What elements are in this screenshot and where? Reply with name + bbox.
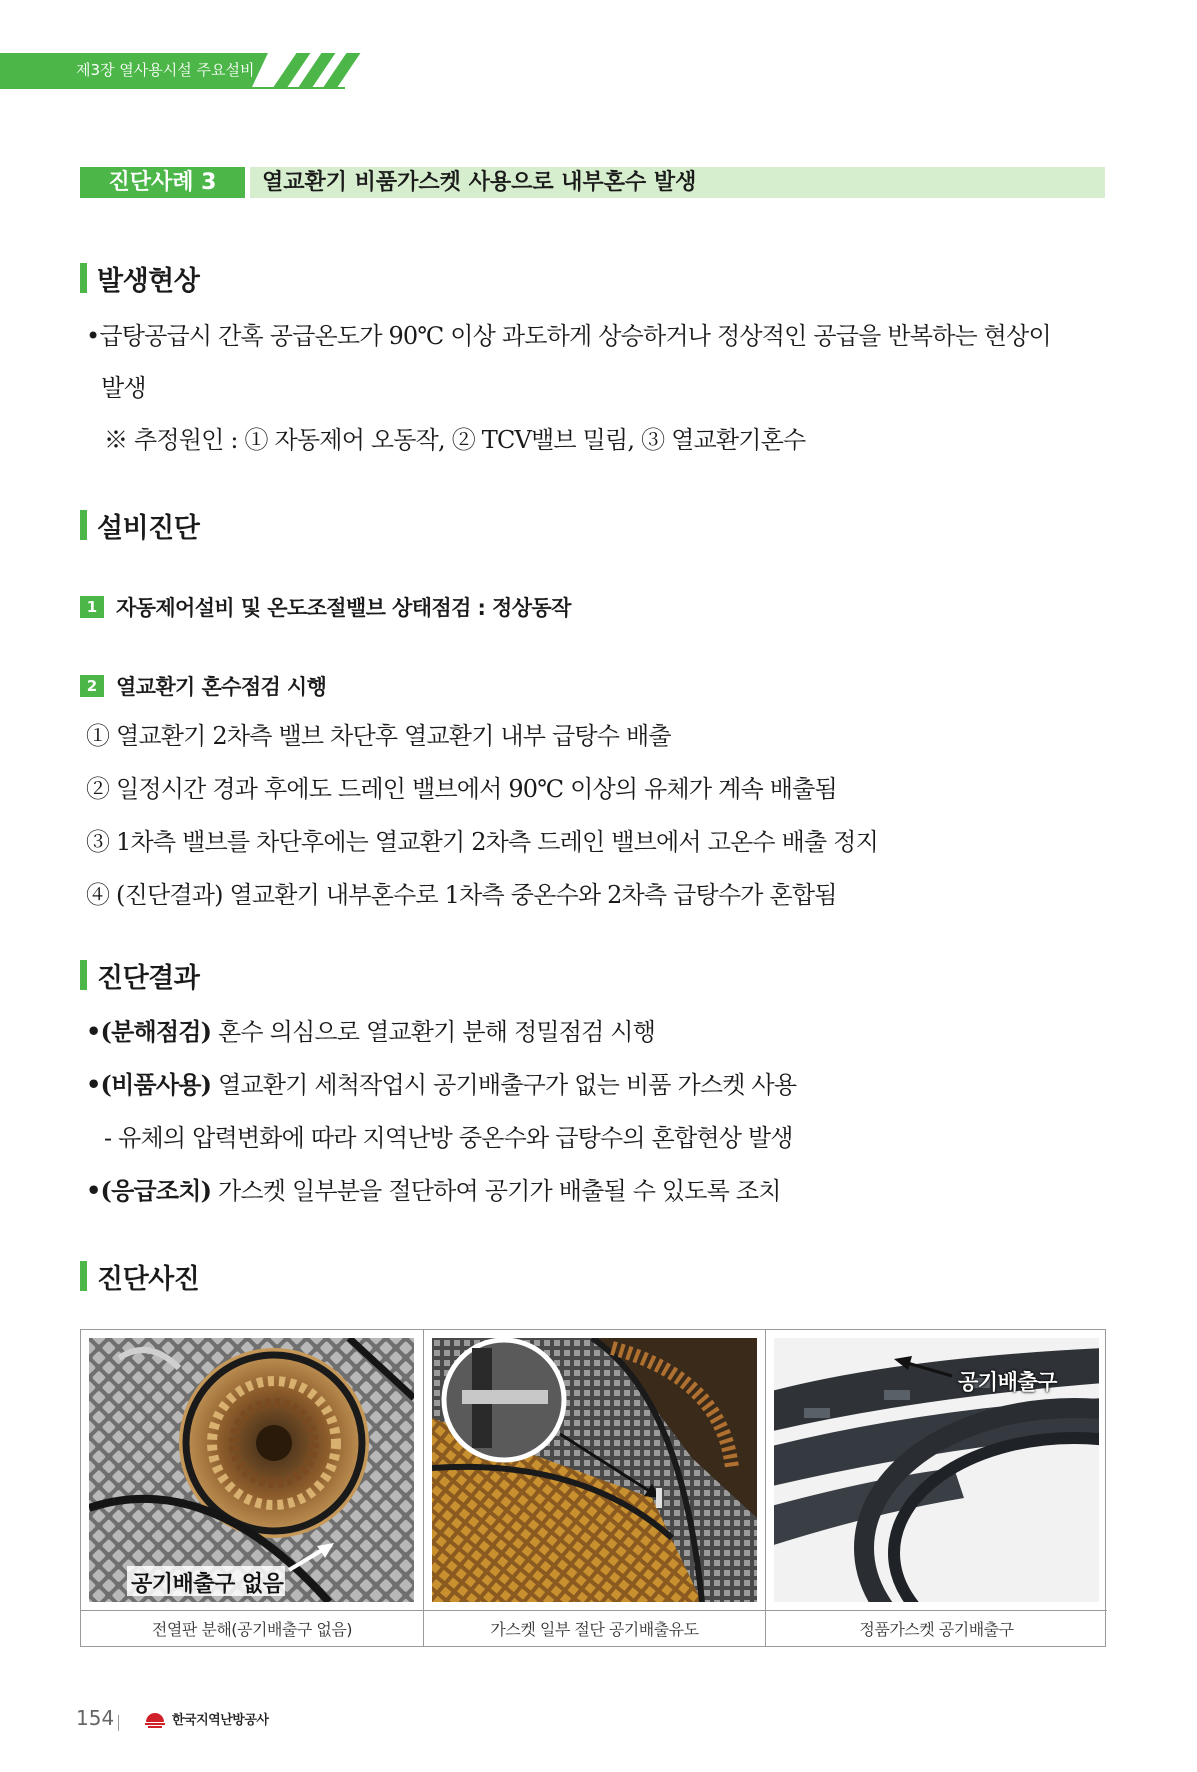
result-item-text: 가스켓 일부분을 절단하여 공기가 배출될 수 있도록 조치 — [211, 1177, 781, 1205]
photo-gasket-cut — [432, 1338, 757, 1602]
diagnosis-sub-2 — [80, 672, 326, 700]
case-banner — [80, 167, 1105, 198]
result-item-text: - 유체의 압력변화에 따라 지역난방 중온수와 급탕수의 혼합현상 발생 — [104, 1124, 793, 1152]
photo-overlay-label: 공기배출구 — [958, 1370, 1057, 1394]
result-item-tag: •(비품사용) — [86, 1070, 212, 1099]
caption-row — [424, 1610, 765, 1648]
org-logo — [144, 1708, 268, 1728]
occurrence-bullet: •급탕공급시 간혹 공급온도가 90℃ 이상 과도하게 상승하거나 정상적인 공급을 반복하는 현상이 — [86, 322, 1051, 350]
photo-caption: 가스켓 일부 절단 공기배출유도 — [490, 1620, 699, 1639]
photo-caption: 전열판 분해(공기배출구 없음) — [151, 1620, 353, 1639]
result-item-text: 열교환기 세척작업시 공기배출구가 없는 비품 가스켓 사용 — [211, 1071, 797, 1099]
result-item-tag: •(분해점검) — [86, 1017, 212, 1046]
section-title: 발생현상 — [97, 265, 200, 297]
section-marker — [80, 510, 87, 540]
caption-row — [766, 1610, 1107, 1648]
photo-table — [80, 1329, 1106, 1647]
diagnosis-step: ④ (진단결과) 열교환기 내부혼수로 1차측 중온수와 2차측 급탕수가 혼합됨 — [86, 881, 837, 909]
section-marker — [80, 960, 87, 990]
case-title: 열교환기 비품가스켓 사용으로 내부혼수 발생 — [250, 167, 1105, 198]
section-title: 진단결과 — [97, 962, 200, 994]
result-item — [86, 1069, 796, 1101]
photo-cell — [423, 1330, 765, 1646]
sun-logo-icon — [144, 1708, 166, 1728]
section-occurrence-heading — [80, 262, 200, 297]
diagnosis-step: ② 일정시간 경과 후에도 드레인 밸브에서 90℃ 이상의 유체가 계속 배출됨 — [86, 775, 837, 803]
sub-title: 열교환기 혼수점검 시행 — [116, 675, 327, 699]
photo-genuine-gasket — [774, 1338, 1099, 1602]
section-marker — [80, 263, 87, 293]
section-title: 진단사진 — [97, 1263, 200, 1295]
photo-plate-disassembly — [89, 1338, 414, 1602]
result-item-text: 혼수 의심으로 열교환기 분해 정밀점검 시행 — [211, 1018, 656, 1046]
chapter-label: 제3장 열사용시설 주요설비 — [76, 61, 255, 79]
result-item — [104, 1122, 793, 1154]
page-number: 154 — [76, 1706, 115, 1730]
section-result-heading — [80, 959, 200, 994]
page-separator — [118, 1715, 119, 1731]
result-item — [86, 1016, 655, 1048]
diagnosis-step: ③ 1차측 밸브를 차단후에는 열교환기 2차측 드레인 밸브에서 고온수 배출 정지 — [86, 828, 878, 856]
sub-number: 2 — [80, 675, 104, 697]
occurrence-bullet-cont: 발생 — [101, 374, 146, 402]
caption-row — [81, 1610, 423, 1648]
sub-number: 1 — [80, 596, 104, 618]
org-name: 한국지역난방공사 — [172, 1712, 269, 1728]
diagnosis-step: ① 열교환기 2차측 밸브 차단후 열교환기 내부 급탕수 배출 — [86, 722, 671, 750]
section-title: 설비진단 — [97, 512, 200, 544]
result-item-tag: •(응급조치) — [86, 1176, 212, 1205]
result-item — [86, 1175, 781, 1207]
photo-cell — [765, 1330, 1107, 1646]
diagnosis-sub-1 — [80, 593, 571, 621]
photo-cell — [81, 1330, 423, 1646]
section-diagnosis-heading — [80, 509, 200, 544]
chapter-underline — [0, 87, 345, 89]
photo-overlay-label: 공기배출구 없음 — [131, 1572, 284, 1597]
occurrence-note: ※ 추정원인 : ① 자동제어 오동작, ② TCV밸브 밀림, ③ 열교환기혼수 — [104, 426, 806, 454]
sub-title: 자동제어설비 및 온도조절밸브 상태점검 : 정상동작 — [116, 596, 571, 620]
photo-caption: 정품가스켓 공기배출구 — [859, 1620, 1014, 1639]
section-photos-heading — [80, 1260, 200, 1295]
section-marker — [80, 1261, 87, 1291]
case-label: 진단사례 3 — [80, 167, 245, 198]
